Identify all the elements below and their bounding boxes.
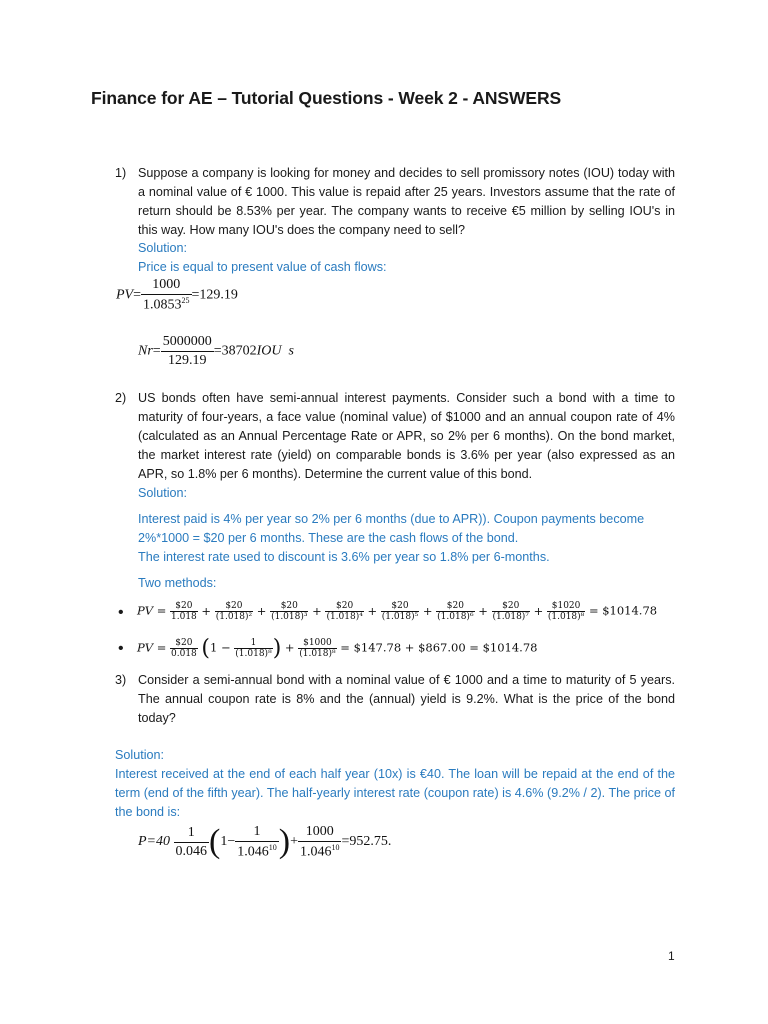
eq-lhs: PV = — [137, 640, 167, 655]
equation-pv: PV= $\frac{1000}{1.0853^{25}}$ =129.19 — [116, 277, 238, 313]
eq-plus: + — [363, 603, 381, 618]
fraction — [174, 825, 210, 860]
eq-result: = $1014.78 — [588, 603, 658, 618]
numerator: $20 — [492, 601, 530, 612]
question-text: Suppose a company is looking for money and decides to sell promissory notes (IOU) today with a nominal value of € 1000. This value is repaid after 25 years. Investors assume that the rate of return should be 8.53% per year. The company wants to receive €5 million by selling IOU's in this way. How many IOU's does the company need to sell? — [138, 166, 675, 237]
eq-plus: + — [197, 603, 215, 618]
numerator: 5000000 — [161, 334, 214, 352]
fraction-term — [492, 601, 530, 622]
eq-lhs: PV — [116, 287, 134, 303]
bullet: • — [118, 640, 124, 657]
fraction-term — [436, 601, 474, 622]
exponent: 10 — [331, 842, 340, 852]
eq-unit: IOU s — [256, 343, 294, 359]
fraction-term — [547, 601, 585, 622]
denominator: (1.018)⁵ — [381, 612, 419, 622]
denominator: (1.018)² — [215, 612, 253, 622]
fraction — [170, 638, 198, 659]
fraction-term — [170, 601, 198, 622]
page-number: 1 — [668, 949, 675, 963]
eq-lhs: PV = — [137, 603, 167, 618]
denominator: (1.018)⁸ — [547, 612, 585, 622]
numerator: 1 — [234, 638, 272, 649]
equation-method-a — [137, 601, 657, 622]
numerator: $1000 — [298, 638, 336, 649]
eq-terms — [170, 601, 585, 622]
denominator-base: 1.046 — [299, 844, 332, 860]
question-3 — [115, 671, 675, 728]
exponent: 10 — [268, 842, 277, 852]
eq-plus: + — [290, 834, 298, 850]
paren-close: ) — [278, 823, 291, 860]
page-title: Finance for AE – Tutorial Questions - Week 2 - ANSWERS — [91, 88, 562, 108]
fraction — [235, 824, 279, 861]
denominator-part: 46 — [193, 843, 207, 859]
denominator: (1.018)⁸ — [235, 649, 272, 659]
solution-label: Solution: — [138, 486, 188, 500]
eq-plus: + — [419, 603, 437, 618]
solution-label: Solution: — [138, 241, 188, 255]
denominator: 0.018 — [171, 649, 197, 659]
eq-result: = $147.78 + $867.00 = $1014.78 — [340, 640, 538, 655]
numerator: $20 — [436, 601, 474, 612]
fraction — [141, 277, 192, 314]
numerator: $20 — [170, 638, 198, 649]
eq-lhs: Nr — [138, 343, 153, 359]
question-2 — [115, 389, 675, 484]
denominator — [298, 842, 342, 861]
eq-result: =38702 — [213, 343, 257, 359]
paren-open: ( — [201, 636, 211, 661]
eq-text: 1 − — [210, 640, 231, 655]
numerator: 1 — [174, 825, 210, 843]
denominator: (1.018)⁸ — [299, 649, 336, 659]
exponent: 25 — [181, 296, 190, 305]
question-text: Consider a semi-annual bond with a nominal value of € 1000 and a time to maturity of 5 years. The annual coupon rate is 8% and the (annual) yield is 9.2%. What is the price of the bond today? — [138, 673, 675, 725]
fraction-term — [270, 601, 308, 622]
fraction-term — [325, 601, 363, 622]
denominator — [174, 843, 210, 860]
paren-close: ) — [272, 636, 282, 661]
numerator: $20 — [325, 601, 363, 612]
solution-text-2: The interest rate used to discount is 3.6% per year so 1.8% per 6-months. — [138, 550, 550, 564]
eq-plus: + — [529, 603, 547, 618]
denominator — [235, 842, 279, 861]
fraction — [161, 334, 214, 369]
bullet: • — [118, 604, 124, 621]
numerator: 1000 — [298, 824, 342, 842]
solution-label: Solution: — [115, 748, 165, 762]
numerator: 1 — [235, 824, 279, 842]
eq-plus: + — [308, 603, 326, 618]
fraction — [298, 638, 336, 659]
numerator: $20 — [270, 601, 308, 612]
numerator: $1020 — [547, 601, 585, 612]
fraction-term — [381, 601, 419, 622]
denominator: (1.018)⁴ — [326, 612, 363, 622]
fraction — [234, 638, 272, 659]
solution-text: Interest paid is 4% per year so 2% per 6 months (due to APR)). Coupon payments become 2%*1000 = $20 per 6 months. These are the cash flows of the bond. — [138, 512, 645, 545]
eq-plus: + — [253, 603, 271, 618]
question-number: 2) — [115, 391, 127, 405]
paren-open: ( — [209, 823, 221, 860]
numerator: 1000 — [141, 277, 192, 295]
denominator-base: 1.0853 — [143, 297, 182, 313]
denominator: 1.018 — [171, 612, 197, 622]
eq-result: =129.19 — [191, 287, 238, 303]
denominator-part: 0.0 — [175, 843, 193, 859]
equation-price — [138, 823, 391, 861]
denominator: (1.018)⁶ — [437, 612, 474, 622]
denominator — [141, 295, 192, 314]
equation-nr: Nr= $\frac{5000000}{129.19}$ =38702IOU s — [138, 334, 294, 368]
numerator: $20 — [381, 601, 419, 612]
numerator: $20 — [170, 601, 198, 612]
two-methods-label: Two methods: — [138, 576, 217, 590]
denominator: (1.018)⁷ — [492, 612, 529, 622]
eq-result: =952.75. — [341, 834, 392, 850]
eq-plus: + — [474, 603, 492, 618]
eq-lhs: P=40 — [138, 834, 170, 850]
fraction — [298, 824, 342, 861]
question-number: 1) — [115, 166, 127, 180]
solution-text: Interest received at the end of each half year (10x) is €40. The loan will be repaid at the end of the term (end of the fifth year). The half-yearly interest rate (coupon rate) is 4.6% (9.2% / 2). The price of the bond is: — [115, 767, 675, 819]
denominator: (1.018)³ — [271, 612, 308, 622]
numerator: $20 — [215, 601, 253, 612]
equation-method-b: PV = $\frac{\$20}{0.018}$ (1 − $\frac{1}{\text{(1.018)⁸}}$ ) + $\frac{\$1000}{\text{(1.018)⁸}}$ = $147.78 + $867.00 = $1014.78 — [137, 636, 538, 661]
question-text: US bonds often have semi-annual interest payments. Consider such a bond with a time to maturity of four-years, a face value (nominal value) of $1000 and an annual coupon rate of 4% (calculated as an Annual Percentage Rate or APR, so 2% per 6 months). On the bond market, the market interest rate (yield) on comparable bonds is 3.6% per year (also expressed as an APR, so 1.8% per 6 months). Determine the current value of this bond. — [138, 391, 675, 481]
denominator: 129.19 — [167, 353, 207, 368]
fraction-term — [215, 601, 253, 622]
question-number: 3) — [115, 673, 127, 687]
denominator-base: 1.046 — [237, 844, 269, 860]
solution-text: Price is equal to present value of cash flows: — [138, 260, 387, 274]
question-1 — [115, 164, 675, 240]
eq-text: 1− — [220, 834, 236, 850]
